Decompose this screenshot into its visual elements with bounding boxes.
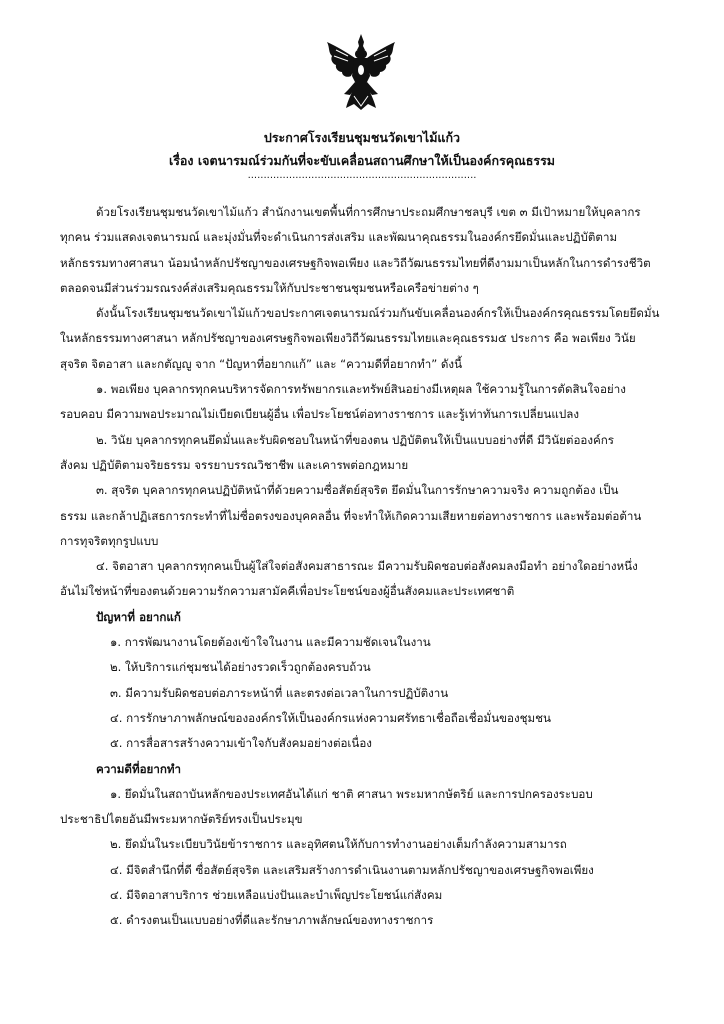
problem-item: ๒. ให้บริการแก่ชุมชนได้อย่างรวดเร็วถูกต้องครบถ้วน [110, 660, 371, 675]
good-item: ๕. ดำรงตนเป็นแบบอย่างที่ดีและรักษาภาพลักษณ์ของทางราชการ [110, 913, 434, 928]
virtue-item-line: การทุจริตทุกรูปแบบ [60, 533, 159, 548]
good-item: ประชาธิปไตยอันมีพระมหากษัตริย์ทรงเป็นประมุข [60, 812, 303, 827]
paragraph-line: ด้วยโรงเรียนชุมชนวัดเขาไม้แก้ว สำนักงานเขตพื้นที่การศึกษาประถมศึกษาชลบุรี เขต ๓ มีเป้าหมายให้บุคลากร [96, 205, 641, 219]
paragraph-line: ในหลักธรรมทางศาสนา หลักปรัชญาของเศรษฐกิจพอเพียงวิถีวัฒนธรรมไทยและคุณธรรม๕ ประการ คือ พอเพียง วินัย [60, 331, 636, 346]
good-item: ๔. มีจิตสำนึกที่ดี ซื่อสัตย์สุจริต และเสริมสร้างการดำเนินงานตามหลักปรัชญาของเศรษฐกิจพอเพียง [110, 862, 594, 877]
problem-item: ๓. มีความรับผิดชอบต่อภาระหน้าที่ และตรงต่อเวลาในการปฏิบัติงาน [110, 685, 449, 700]
virtue-item-line: ๓. สุจริต บุคลากรทุกคนปฏิบัติหน้าที่ด้วยความซื่อสัตย์สุจริต ยึดมั่นในการรักษาความจริง ความถูกต้อง เป็น [96, 483, 619, 498]
goods-heading: ความดีที่อยากทำ [96, 761, 182, 776]
virtue-item-line: สังคม ปฏิบัติตามจริยธรรม จรรยาบรรณวิชาชีพ และเคารพต่อกฎหมาย [60, 457, 409, 472]
virtue-item-line: ๒. วินัย บุคลากรทุกคนยึดมั่นและรับผิดชอบในหน้าที่ของตน ปฏิบัติตนให้เป็นแบบอย่างที่ดี มีวินัยต่อองค์กร [96, 432, 615, 447]
separator-dots: ........................................................................ [247, 170, 477, 181]
virtue-item-line: ๔. จิตอาสา บุคลากรทุกคนเป็นผู้ใส่ใจต่อสังคมสาธารณะ มีความรับผิดชอบต่อสังคมลงมือทำ อย่างใดอย่างหนึ่ง [96, 559, 638, 574]
virtue-item-line: รอบคอบ มีความพอประมาณไม่เบียดเบียนผู้อื่น เพื่อประโยชน์ต่อทางราชการ และรู้เท่าทันการเปลี่ยนแปลง [60, 407, 579, 422]
paragraph-line: ดังนั้นโรงเรียนชุมชนวัดเขาไม้แก้วขอประกาศเจตนารมณ์ร่วมกันขับเคลื่อนองค์กรให้เป็นองค์กรคุณธรรมโดยยึดมั่น [96, 306, 660, 321]
virtue-item-line: ธรรม และกล้าปฏิเสธการกระทำที่ไม่ซื่อตรงของบุคคลอื่น ที่จะทำให้เกิดความเสียหายต่อทางราชการ และพร้อมต่อต้าน [60, 508, 642, 523]
problem-item: ๑. การพัฒนางานโดยต้องเข้าใจในงาน และมีความชัดเจนในงาน [110, 635, 431, 650]
announcement-subject: เรื่อง เจตนารมณ์ร่วมกันที่จะขับเคลื่อนสถานศึกษาให้เป็นองค์กรคุณธรรม [168, 153, 556, 168]
paragraph-line: ทุกคน ร่วมแสดงเจตนารมณ์ และมุ่งมั่นที่จะดำเนินการส่งเสริม และพัฒนาคุณธรรมในองค์กรยึดมั่นและปฏิบัติตาม [60, 230, 618, 245]
paragraph-line: ตลอดจนมีส่วนร่วมรณรงค์ส่งเสริมคุณธรรมให้กับประชาชนชุมชนหรือเครือข่ายต่าง ๆ [60, 280, 479, 295]
paragraph-line: หลักธรรมทางศาสนา น้อมนำหลักปรัชญาของเศรษฐกิจพอเพียง และวิถีวัฒนธรรมไทยที่ดีงามมาเป็นหลักในการดำรงชีวิต [60, 255, 651, 270]
problems-heading: ปัญหาที่ อยากแก้ [96, 609, 181, 624]
announcement-body [60, 200, 665, 934]
good-item: ๑. ยึดมั่นในสถาบันหลักของประเทศอันได้แก่ ชาติ ศาสนา พระมหากษัตริย์ และการปกครองระบอบ [110, 786, 593, 801]
good-item: ๒. ยึดมั่นในระเบียบวินัยข้าราชการ และอุทิศตนให้กับการทำงานอย่างเต็มกำลังความสามารถ [110, 837, 567, 852]
problem-item: ๕. การสื่อสารสร้างความเข้าใจกับสังคมอย่างต่อเนื่อง [110, 736, 372, 751]
virtue-item-line: ๑. พอเพียง บุคลากรทุกคนบริหารจัดการทรัพยากรและทรัพย์สินอย่างมีเหตุผล ใช้ความรู้ในการตัดสินใจอย่าง [96, 382, 626, 397]
paragraph-line: สุจริต จิตอาสา และกตัญญู จาก “ปัญหาที่อยากแก้” และ “ความดีที่อยากทำ” ดังนี้ [60, 356, 463, 371]
good-item: ๔. มีจิตอาสาบริการ ช่วยเหลือแบ่งปันและบำเพ็ญประโยชน์แก่สังคม [110, 888, 443, 903]
announcement-title: ประกาศโรงเรียนชุมชนวัดเขาไม้แก้ว [263, 130, 461, 145]
virtue-item-line: อันไม่ใช่หน้าที่ของตนด้วยความรักความสามัคคีเพื่อประโยชน์ของผู้อื่นสังคมและประเทศชาติ [60, 584, 515, 599]
problem-item: ๔. การรักษาภาพลักษณ์ขององค์กรให้เป็นองค์กรแห่งความศรัทธาเชื่อถือเชื่อมั่นของชุมชน [110, 710, 551, 725]
garuda-emblem-icon [324, 32, 398, 112]
